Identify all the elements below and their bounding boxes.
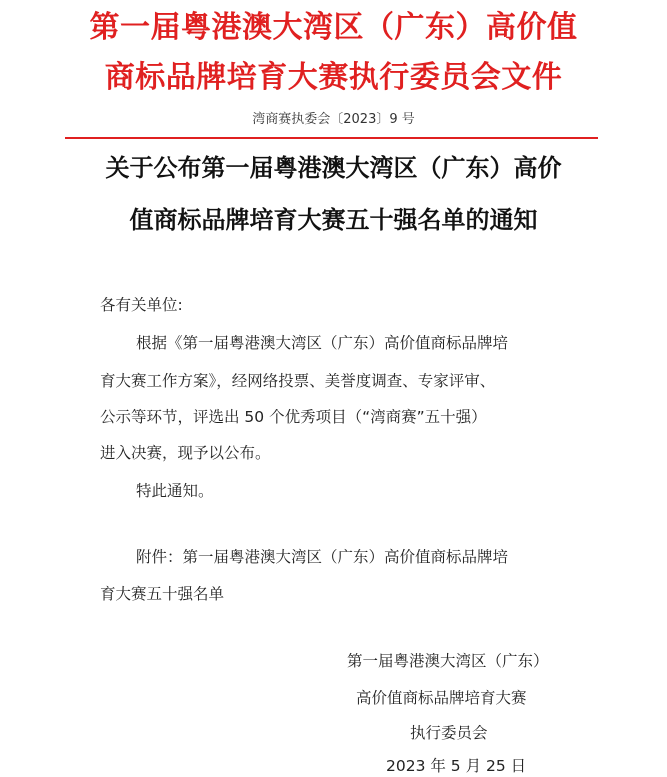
paragraph-1-line-4: 进入决赛，现予以公布。: [100, 444, 271, 462]
document-number: 湾商赛执委会〔2023〕9 号: [252, 112, 415, 127]
red-divider-line: [65, 137, 598, 139]
salutation: 各有关单位:: [100, 296, 183, 314]
paragraph-1-line-2: 育大赛工作方案》，经网络投票、美誉度调查、专家评审、: [100, 372, 496, 390]
paragraph-1-line-3: 公示等环节，评选出 50 个优秀项目（“湾商赛”五十强）: [100, 408, 487, 426]
header-line-1: 第一届粤港澳大湾区（广东）高价值: [89, 10, 578, 45]
attachment-line-1: 附件：第一届粤港澳大湾区（广东）高价值商标品牌培: [136, 548, 509, 566]
paragraph-1-line-1: 根据《第一届粤港澳大湾区（广东）高价值商标品牌培: [136, 334, 509, 352]
notice-title-line-1: 关于公布第一届粤港澳大湾区（广东）高价: [105, 153, 562, 182]
attachment-line-2: 育大赛五十强名单: [100, 585, 225, 603]
signature-line-2: 高价值商标品牌培育大赛: [356, 689, 527, 707]
notice-title-line-2: 值商标品牌培育大赛五十强名单的通知: [129, 205, 538, 234]
signature-date: 2023 年 5 月 25 日: [386, 757, 527, 775]
signature-line-1: 第一届粤港澳大湾区（广东）: [347, 652, 549, 670]
header-line-2: 商标品牌培育大赛执行委员会文件: [104, 60, 563, 95]
paragraph-2: 特此通知。: [136, 482, 214, 500]
signature-line-3: 执行委员会: [410, 724, 488, 742]
